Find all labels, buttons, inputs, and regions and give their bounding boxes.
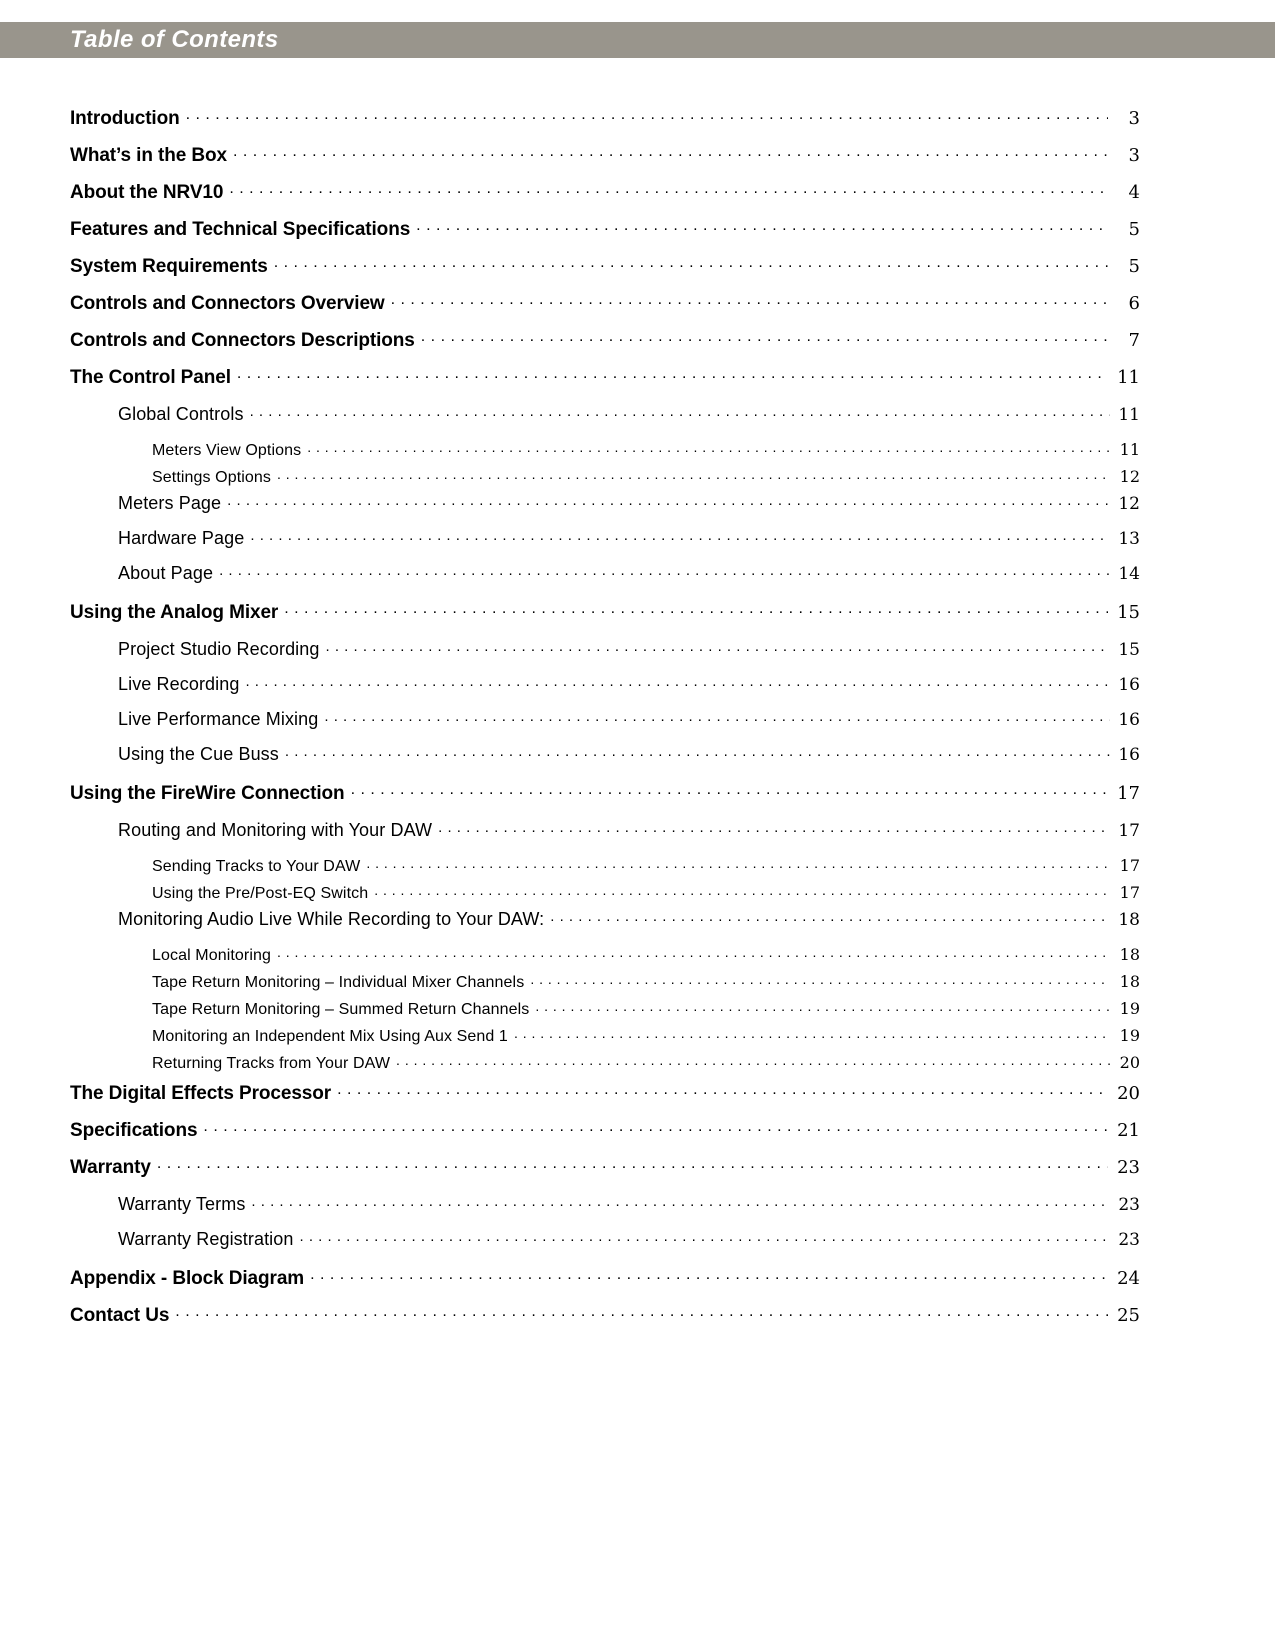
toc-entry-page-number: 15 xyxy=(1118,640,1140,660)
toc-entry-title: Warranty Registration xyxy=(118,1229,294,1249)
toc-entry-level-3[interactable] xyxy=(152,882,1140,909)
toc-entry-level-2[interactable] xyxy=(118,639,1140,674)
toc-entry-level-1[interactable] xyxy=(70,1120,1140,1157)
toc-dot-leader xyxy=(351,783,1108,799)
toc-entry-level-2[interactable] xyxy=(118,744,1140,779)
toc-dot-leader xyxy=(237,367,1108,383)
toc-entry-title: Live Performance Mixing xyxy=(118,709,319,729)
toc-entry-title: Appendix - Block Diagram xyxy=(70,1268,305,1289)
toc-dot-leader xyxy=(245,674,1110,690)
toc-entry-title: Warranty xyxy=(70,1157,151,1178)
toc-entry-level-3[interactable] xyxy=(152,466,1140,493)
toc-entry-page-number: 24 xyxy=(1117,1268,1140,1289)
page-title: Table of Contents xyxy=(70,26,279,53)
toc-dot-leader xyxy=(186,108,1108,124)
toc-entry-level-1[interactable] xyxy=(70,1157,1140,1194)
toc-entry-title: Contact Us xyxy=(70,1305,170,1326)
toc-entry-title: Live Recording xyxy=(118,674,240,694)
toc-entry-page-number: 16 xyxy=(1118,745,1140,765)
toc-entry-level-1[interactable] xyxy=(70,293,1140,330)
toc-entry-page-number: 17 xyxy=(1119,883,1140,902)
toc-entry-title: Local Monitoring xyxy=(152,947,271,964)
toc-dot-leader xyxy=(530,971,1111,987)
toc-entry-level-2[interactable] xyxy=(118,709,1140,744)
toc-dot-leader xyxy=(233,145,1108,161)
toc-dot-leader xyxy=(438,820,1110,836)
toc-entry-level-1[interactable] xyxy=(70,330,1140,367)
toc-entry-page-number: 11 xyxy=(1119,440,1140,459)
toc-entry-level-2[interactable] xyxy=(118,563,1140,598)
toc-dot-leader xyxy=(284,602,1108,618)
toc-dot-leader xyxy=(175,1305,1108,1321)
toc-entry-title: Project Studio Recording xyxy=(118,639,320,659)
toc-entry-title: The Digital Effects Processor xyxy=(70,1083,332,1104)
toc-dot-leader xyxy=(366,855,1111,871)
toc-dot-leader xyxy=(250,528,1110,544)
toc-entry-page-number: 16 xyxy=(1118,710,1140,730)
toc-dot-leader xyxy=(310,1268,1108,1284)
toc-entry-title: What’s in the Box xyxy=(70,145,227,166)
toc-entry-title: System Requirements xyxy=(70,256,268,277)
toc-entry-page-number: 20 xyxy=(1117,1083,1140,1104)
toc-entry-page-number: 3 xyxy=(1128,145,1140,166)
toc-entry-title: Controls and Connectors Overview xyxy=(70,293,385,314)
toc-entry-level-1[interactable] xyxy=(70,1268,1140,1305)
toc-entry-page-number: 20 xyxy=(1119,1053,1140,1072)
toc-entry-title: Meters Page xyxy=(118,493,222,513)
toc-entry-level-3[interactable] xyxy=(152,439,1140,466)
toc-entry-page-number: 12 xyxy=(1119,467,1140,486)
toc-entry-page-number: 11 xyxy=(1118,405,1140,425)
toc-entry-title: Tape Return Monitoring – Summed Return Channels xyxy=(152,1001,530,1018)
toc-dot-leader xyxy=(274,256,1108,272)
toc-entry-page-number: 11 xyxy=(1117,367,1140,388)
page-header-bar xyxy=(0,22,1275,58)
toc-entry-title: Features and Technical Specifications xyxy=(70,219,411,240)
toc-entry-page-number: 16 xyxy=(1118,675,1140,695)
toc-entry-level-3[interactable] xyxy=(152,944,1140,971)
toc-entry-title: About the NRV10 xyxy=(70,182,224,203)
toc-entry-title: Using the FireWire Connection xyxy=(70,783,345,804)
toc-dot-leader xyxy=(277,466,1111,482)
toc-entry-level-3[interactable] xyxy=(152,971,1140,998)
toc-entry-title: Meters View Options xyxy=(152,442,302,459)
toc-entry-page-number: 6 xyxy=(1128,293,1140,314)
toc-entry-title: Monitoring an Independent Mix Using Aux Send 1 xyxy=(152,1028,508,1045)
toc-entry-level-3[interactable] xyxy=(152,855,1140,882)
toc-dot-leader xyxy=(219,563,1110,579)
toc-entry-title: Routing and Monitoring with Your DAW xyxy=(118,820,433,840)
toc-entry-level-2[interactable] xyxy=(118,674,1140,709)
toc-entry-level-3[interactable] xyxy=(152,1052,1140,1079)
toc-dot-leader xyxy=(421,330,1108,346)
toc-entry-page-number: 12 xyxy=(1118,494,1140,514)
toc-entry-title: Sending Tracks to Your DAW xyxy=(152,858,361,875)
toc-dot-leader xyxy=(227,493,1110,509)
toc-entry-title: Warranty Terms xyxy=(118,1194,246,1214)
toc-entry-title: Introduction xyxy=(70,108,180,129)
toc-entry-page-number: 23 xyxy=(1117,1157,1140,1178)
toc-entry-page-number: 7 xyxy=(1128,330,1140,351)
toc-entry-page-number: 4 xyxy=(1128,182,1140,203)
toc-dot-leader xyxy=(300,1229,1111,1245)
toc-entry-title: Specifications xyxy=(70,1120,198,1141)
toc-entry-title: Using the Analog Mixer xyxy=(70,602,279,623)
toc-dot-leader xyxy=(250,404,1110,420)
toc-dot-leader xyxy=(396,1052,1111,1068)
toc-entry-page-number: 3 xyxy=(1128,108,1140,129)
toc-entry-page-number: 17 xyxy=(1119,856,1140,875)
toc-entry-page-number: 23 xyxy=(1118,1195,1140,1215)
toc-dot-leader xyxy=(535,998,1111,1014)
toc-entry-level-1[interactable] xyxy=(70,145,1140,182)
toc-entry-level-1[interactable] xyxy=(70,602,1140,639)
toc-entry-level-1[interactable] xyxy=(70,367,1140,404)
toc-entry-page-number: 19 xyxy=(1119,1026,1140,1045)
toc-entry-title: Using the Cue Buss xyxy=(118,744,279,764)
toc-entry-page-number: 18 xyxy=(1119,972,1140,991)
toc-dot-leader xyxy=(277,944,1111,960)
toc-entry-level-2[interactable] xyxy=(118,1229,1140,1264)
toc-entry-title: Tape Return Monitoring – Individual Mixer Channels xyxy=(152,974,525,991)
toc-entry-title: Returning Tracks from Your DAW xyxy=(152,1055,391,1072)
toc-entry-level-1[interactable] xyxy=(70,219,1140,256)
toc-entry-page-number: 21 xyxy=(1117,1120,1140,1141)
toc-entry-level-1[interactable] xyxy=(70,256,1140,293)
toc-entry-level-1[interactable] xyxy=(70,1305,1140,1342)
toc-entry-title: The Control Panel xyxy=(70,367,231,388)
toc-entry-level-1[interactable] xyxy=(70,783,1140,820)
toc-dot-leader xyxy=(550,909,1110,925)
toc-dot-leader xyxy=(229,182,1108,198)
toc-entry-page-number: 17 xyxy=(1117,783,1140,804)
toc-entry-level-1[interactable] xyxy=(70,182,1140,219)
toc-entry-title: Monitoring Audio Live While Recording to Your DAW: xyxy=(118,909,545,929)
toc-entry-title: Settings Options xyxy=(152,469,271,486)
toc-entry-title: Using the Pre/Post-EQ Switch xyxy=(152,885,369,902)
toc-dot-leader xyxy=(203,1120,1108,1136)
toc-entry-title: Controls and Connectors Descriptions xyxy=(70,330,415,351)
toc-entry-page-number: 18 xyxy=(1119,945,1140,964)
toc-entry-level-3[interactable] xyxy=(152,998,1140,1025)
toc-entry-title: Global Controls xyxy=(118,404,244,424)
toc-entry-title: About Page xyxy=(118,563,214,583)
toc-entry-page-number: 25 xyxy=(1117,1305,1140,1326)
toc-dot-leader xyxy=(514,1025,1111,1041)
toc-entry-page-number: 18 xyxy=(1118,910,1140,930)
toc-dot-leader xyxy=(157,1157,1108,1173)
table-of-contents-list xyxy=(0,108,1275,1342)
toc-entry-page-number: 14 xyxy=(1118,564,1140,584)
toc-dot-leader xyxy=(337,1083,1108,1099)
toc-entry-level-2[interactable] xyxy=(118,1194,1140,1229)
toc-dot-leader xyxy=(285,744,1110,760)
toc-entry-level-2[interactable] xyxy=(118,528,1140,563)
toc-entry-level-2[interactable] xyxy=(118,404,1140,439)
toc-entry-page-number: 5 xyxy=(1128,219,1140,240)
toc-dot-leader xyxy=(251,1194,1110,1210)
toc-dot-leader xyxy=(391,293,1108,309)
toc-dot-leader xyxy=(326,639,1110,655)
toc-entry-page-number: 15 xyxy=(1117,602,1140,623)
toc-dot-leader xyxy=(324,709,1110,725)
toc-dot-leader xyxy=(416,219,1108,235)
toc-entry-level-2[interactable] xyxy=(118,909,1140,944)
toc-entry-page-number: 23 xyxy=(1118,1230,1140,1250)
toc-entry-page-number: 19 xyxy=(1119,999,1140,1018)
toc-dot-leader xyxy=(307,439,1111,455)
toc-entry-page-number: 17 xyxy=(1118,821,1140,841)
toc-entry-page-number: 5 xyxy=(1128,256,1140,277)
toc-dot-leader xyxy=(374,882,1111,898)
toc-entry-level-2[interactable] xyxy=(118,820,1140,855)
toc-entry-title: Hardware Page xyxy=(118,528,245,548)
toc-entry-level-3[interactable] xyxy=(152,1025,1140,1052)
toc-entry-level-2[interactable] xyxy=(118,493,1140,528)
toc-entry-level-1[interactable] xyxy=(70,108,1140,145)
toc-entry-level-1[interactable] xyxy=(70,1083,1140,1120)
toc-entry-page-number: 13 xyxy=(1118,529,1140,549)
